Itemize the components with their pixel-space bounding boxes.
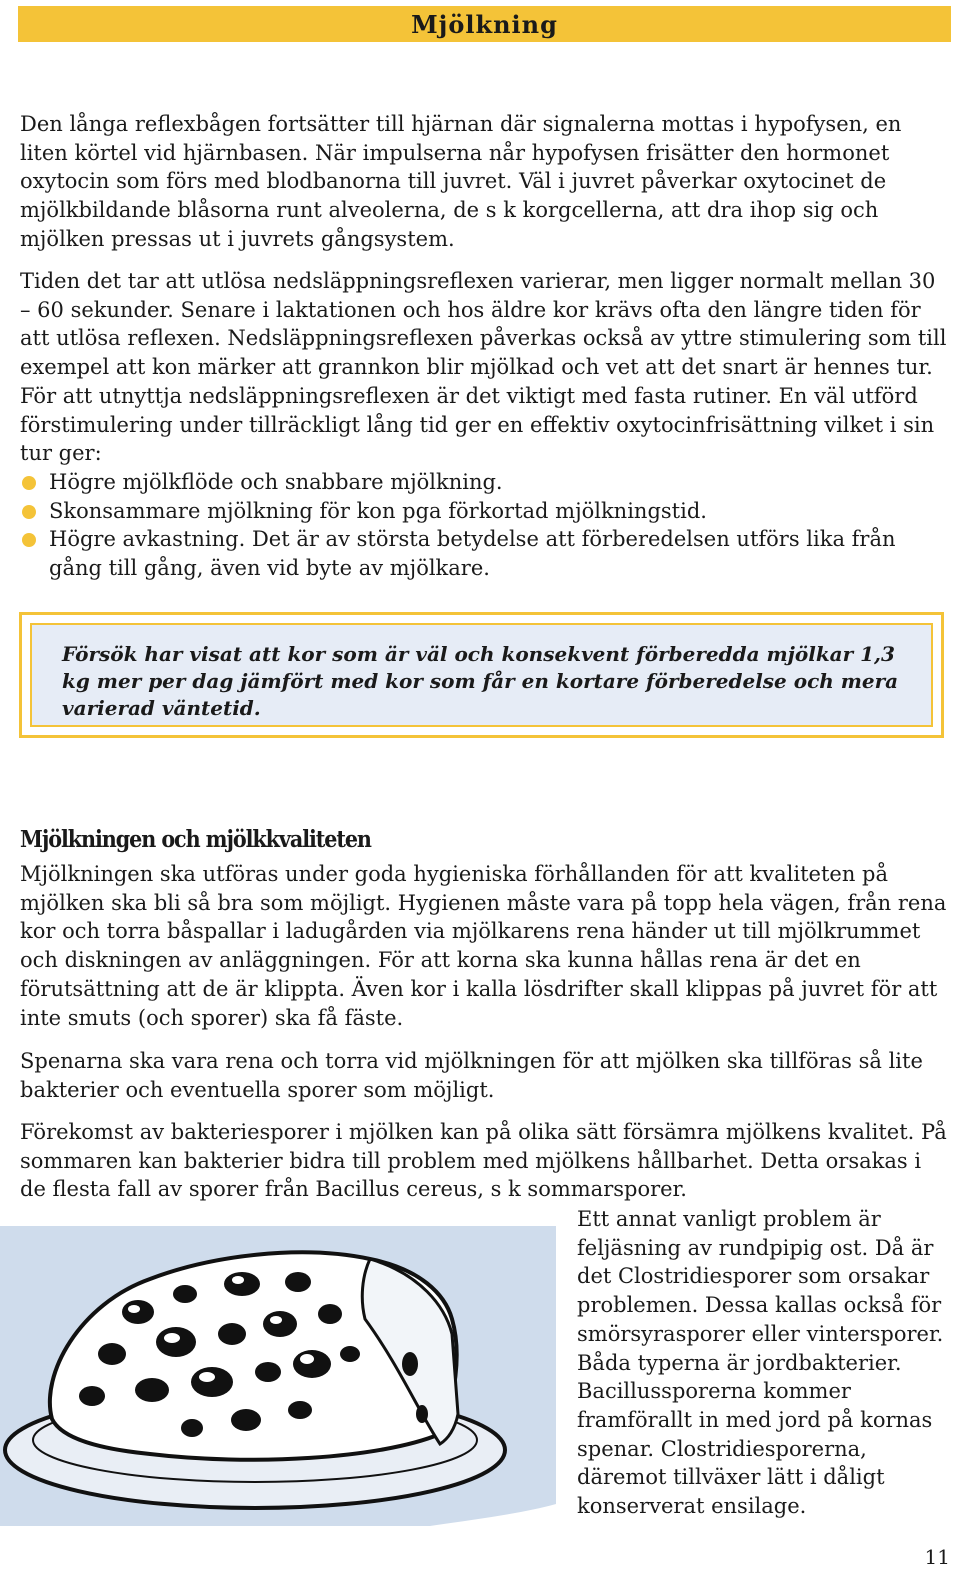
- callout-box: [19, 612, 944, 738]
- list-item: [20, 468, 950, 497]
- callout-text: Försök har visat att kor som är väl och konsekvent förberedda mjölkar 1,3 kg mer per dag jämfört med kor som får en kortare förberedelse och mera varierad väntetid.: [62, 642, 899, 720]
- intro-paragraph-2: Tiden det tar att utlösa nedsläppningsreflexen varierar, men ligger normalt mellan 30 – 60 sekunder. Senare i laktationen och hos äldre kor krävs ofta den längre tiden för att utlösa reflexen. Nedsläppningsreflexen påverkas också av yttre stimulering som till exempel att kon märker att grannkon blir mjölkad och vet att det snart är hennes tur. För att utnyttja nedsläppningsreflexen är det viktigt med fasta rutiner. En väl utförd förstimulering under tillräckligt lång tid ger en effektiv oxytocinfrisättning vilket i sin tur ger:: [20, 269, 947, 466]
- list-item: [20, 497, 950, 526]
- bullet-dot-icon: [22, 505, 36, 519]
- list-item-text: Skonsammare mjölkning för kon pga förkortad mjölkningstid.: [49, 498, 707, 523]
- quality-paragraph-1: Mjölkningen ska utföras under goda hygieniska förhållanden för att kvaliteten på mjölken ska bli så bra som möjligt. Hygienen måste vara på topp hela vägen, från rena kor och torra båspallar i ladugården via mjölkarens rena händer ut till mjölkrummet och diskningen av anläggningen. För att korna ska kunna hållas rena är det en förutsättning att de är klippta. Även kor i kalla lösdrifter skall klippas på juvret för att inte smuts (och sporer) ska få fäste.: [20, 862, 947, 1030]
- benefits-list: [20, 468, 950, 583]
- page-number: 11: [924, 1545, 950, 1569]
- section-title: Mjölkning: [411, 9, 558, 39]
- list-item-text: Högre mjölkflöde och snabbare mjölkning.: [49, 470, 503, 494]
- cheese-illustration: [0, 1214, 556, 1530]
- list-item-text: Högre avkastning. Det är av största betydelse att förberedelsen utförs lika från gång till gång, även vid byte av mjölkare.: [49, 527, 896, 581]
- callout-inner: [30, 623, 933, 727]
- section-header-bar: [18, 6, 951, 42]
- quality-paragraph-3: Förekomst av bakteriesporer i mjölken kan på olika sätt försämra mjölkens kvalitet. På sommaren kan bakterier bidra till problem med mjölkens hållbarhet. Detta orsakas i de flesta fall av sporer från Bacillus cereus, s k sommarsporer.: [20, 1120, 947, 1202]
- bullet-dot-icon: [22, 533, 36, 547]
- list-item: [20, 525, 950, 582]
- section-heading: Mjölkningen och mjölkkvaliteten: [20, 826, 371, 853]
- bullet-dot-icon: [22, 476, 36, 490]
- spores-paragraph: Ett annat vanligt problem är feljäsning av rundpipig ost. Då är det Clostridiesporer som orsakar problemen. Dessa kallas också för smörsyrasporer eller vintersporer. Båda typerna är jordbakterier. Bacillussporerna kommer framförallt in med jord på kornas spenar. Clostridiesporerna, däremot tillväxer lätt i dåligt konserverat ensilage.: [577, 1207, 944, 1519]
- intro-paragraph-1: Den långa reflexbågen fortsätter till hjärnan där signalerna mottas i hypofysen, en liten körtel vid hjärnbasen. När impulserna når hypofysen frisätter den hormonet oxytocin som förs med blodbanorna till juvret. Väl i juvret påverkar oxytocinet de mjölkbildande blåsorna runt alveolerna, de s k korgcellerna, att dra ihop sig och mjölken pressas ut i juvrets gångsystem.: [20, 112, 902, 251]
- quality-paragraph-2: Spenarna ska vara rena och torra vid mjölkningen för att mjölken ska tillföras så lite bakterier och eventuella sporer som möjligt.: [20, 1049, 923, 1102]
